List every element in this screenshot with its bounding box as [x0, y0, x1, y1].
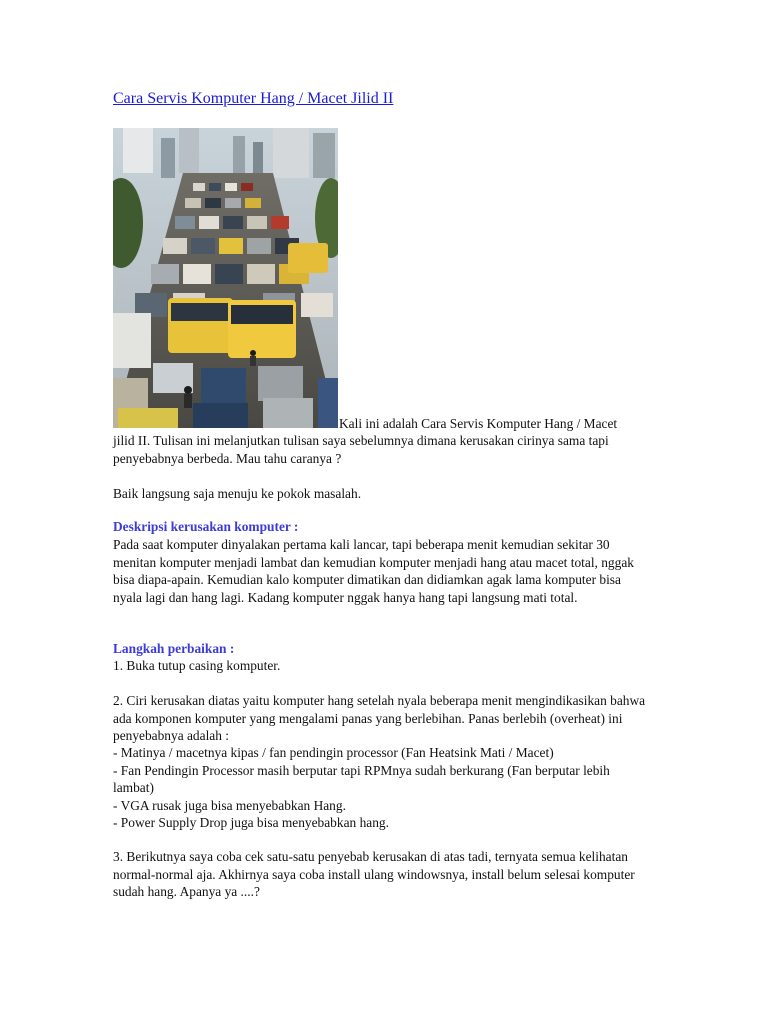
description-heading: Deskripsi kerusakan komputer : [113, 519, 299, 534]
intro-paragraph: jilid II. Tulisan ini melanjutkan tulisan saya sebelumnya dimana kerusakan cirinya sama tapi penyebabnya berbeda. Mau tahu caranya ? [113, 433, 609, 466]
steps-heading: Langkah perbaikan : [113, 641, 235, 656]
cause-item: - VGA rusak juga bisa menyebabkan Hang. [113, 797, 346, 813]
lead-paragraph: Baik langsung saja menuju ke pokok masalah. [113, 486, 362, 501]
step-2-causes-list [113, 744, 653, 832]
intro-first-line: Kali ini adalah Cara Servis Komputer Hang / Macet [339, 416, 618, 431]
description-paragraph: Pada saat komputer dinyalakan pertama kali lancar, tapi beberapa menit kemudian sekitar 30 menitan komputer menjadi lambat dan kemudian komputer menjadi hang atau macet total, nggak bisa diapa-apain. Kemudian kalo komputer dimatikan dan didiamkan agak lama komputer bisa nyala lagi dan hang lagi. Kadang komputer nggak hanya hang tapi langsung mati total. [113, 537, 634, 605]
step-2-intro: 2. Ciri kerusakan diatas yaitu komputer hang setelah nyala beberapa menit mengindikasikan bahwa ada komponen komputer yang mengalami panas yang berlebihan. Panas berlebih (overheat) ini penyebabnya adalah : [113, 693, 646, 743]
cause-item: - Power Supply Drop juga bisa menyebabkan hang. [113, 815, 389, 830]
step-3: 3. Berikutnya saya coba cek satu-satu penyebab kerusakan di atas tadi, ternyata semua kelihatan normal-normal aja. Akhirnya saya coba install ulang windowsnya, install belum selesai komputer sudah hang. Apanya ya ....? [113, 849, 635, 899]
step-1: 1. Buka tutup casing komputer. [113, 658, 281, 673]
article-title-link[interactable]: Cara Servis Komputer Hang / Macet Jilid II [113, 90, 394, 107]
cause-item: - Fan Pendingin Processor masih berputar tapi RPMnya sudah berkurang (Fan berputar lebih lambat) [113, 762, 610, 795]
traffic-jam-photo [113, 128, 338, 428]
cause-item: - Matinya / macetnya kipas / fan pendingin processor (Fan Heatsink Mati / Macet) [113, 745, 554, 760]
